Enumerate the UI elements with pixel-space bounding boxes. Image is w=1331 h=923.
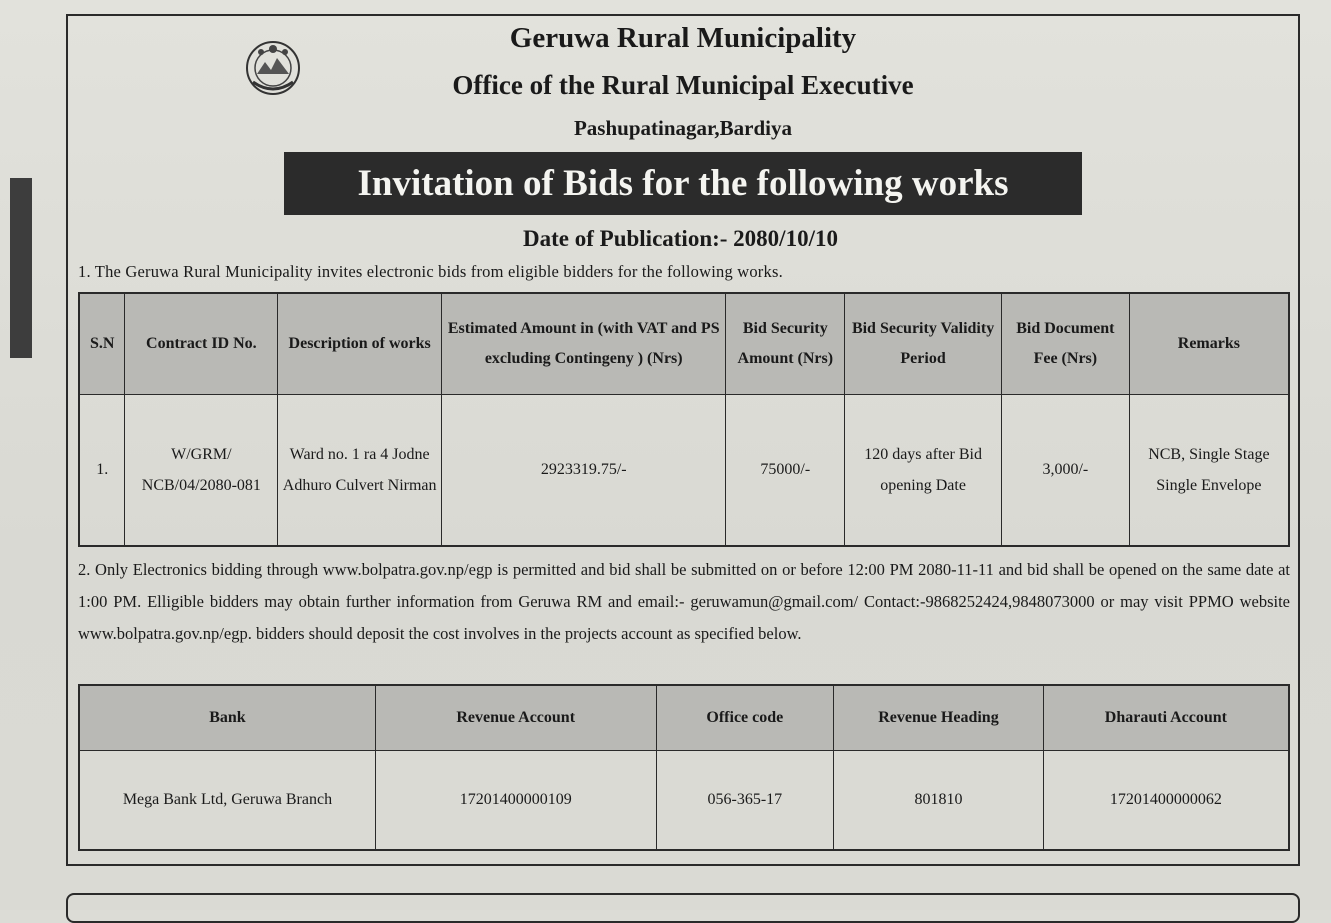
municipality-name: Geruwa Rural Municipality xyxy=(509,22,857,54)
header-validity: Bid Security Validity Period xyxy=(845,293,1002,395)
header-bid-security: Bid Security Amount (Nrs) xyxy=(726,293,845,395)
header-revenue-heading: Revenue Heading xyxy=(834,685,1044,751)
cell-estimated-amount: 2923319.75/- xyxy=(442,395,726,547)
cell-validity: 120 days after Bid opening Date xyxy=(845,395,1002,547)
cell-description: Ward no. 1 ra 4 Jodne Adhuro Culvert Nirman xyxy=(278,395,442,547)
bank-table xyxy=(78,684,1290,851)
header-remarks: Remarks xyxy=(1129,293,1289,395)
header-bank: Bank xyxy=(79,685,375,751)
bid-table-header-row xyxy=(79,293,1289,395)
publication-date-text: Date of Publication:- 2080/10/10 xyxy=(523,226,838,251)
adjacent-column-bar xyxy=(10,178,32,358)
cell-office-code: 056-365-17 xyxy=(656,751,834,851)
cell-revenue-heading: 801810 xyxy=(834,751,1044,851)
header-sn: S.N xyxy=(79,293,125,395)
bank-table-header-row xyxy=(79,685,1289,751)
bid-table xyxy=(78,292,1290,547)
office-location: Pashupatinagar,Bardiya xyxy=(573,116,793,140)
cell-revenue-account: 17201400000109 xyxy=(375,751,656,851)
table-row xyxy=(79,395,1289,547)
cell-contract-id: W/GRM/ NCB/04/2080-081 xyxy=(125,395,278,547)
header-estimated-amount: Estimated Amount in (with VAT and PS excluding Contingeny ) (Nrs) xyxy=(442,293,726,395)
cell-bank: Mega Bank Ltd, Geruwa Branch xyxy=(79,751,375,851)
table-row xyxy=(79,751,1289,851)
cell-dharauti-account: 17201400000062 xyxy=(1043,751,1289,851)
office-name: Office of the Rural Municipal Executive xyxy=(452,70,914,100)
header-dharauti-account: Dharauti Account xyxy=(1043,685,1289,751)
cell-bid-security: 75000/- xyxy=(726,395,845,547)
cell-sn: 1. xyxy=(79,395,125,547)
publication-date xyxy=(0,226,1331,252)
intro-paragraph: 1. The Geruwa Rural Municipality invites electronic bids from eligible bidders for the following works. xyxy=(78,262,783,281)
cell-remarks: NCB, Single Stage Single Envelope xyxy=(1129,395,1289,547)
cell-doc-fee: 3,000/- xyxy=(1001,395,1129,547)
header-description: Description of works xyxy=(278,293,442,395)
adjacent-column-strip xyxy=(0,0,40,910)
header-contract-id: Contract ID No. xyxy=(125,293,278,395)
instructions-paragraph xyxy=(78,554,1290,650)
notice-title-banner: Invitation of Bids for the following works xyxy=(284,152,1082,215)
instructions-text: 2. Only Electronics bidding through www.bolpatra.gov.np/egp is permitted and bid shall be submitted on or before 12:00 PM 2080-11-11 and bid shall be opened on the same date at 1:00 PM. Elligible bidders may obtain further information from Geruwa RM and email:- geruwamun@gmail.com/ Contact:-9868252424,9848073000 or may visit PPMO website www.bolpatra.gov.np/egp. bidders should deposit the cost involves in the projects account as specified below. xyxy=(78,560,1290,643)
header-office-code: Office code xyxy=(656,685,834,751)
header-doc-fee: Bid Document Fee (Nrs) xyxy=(1001,293,1129,395)
next-notice-frame xyxy=(66,893,1300,923)
header-revenue-account: Revenue Account xyxy=(375,685,656,751)
